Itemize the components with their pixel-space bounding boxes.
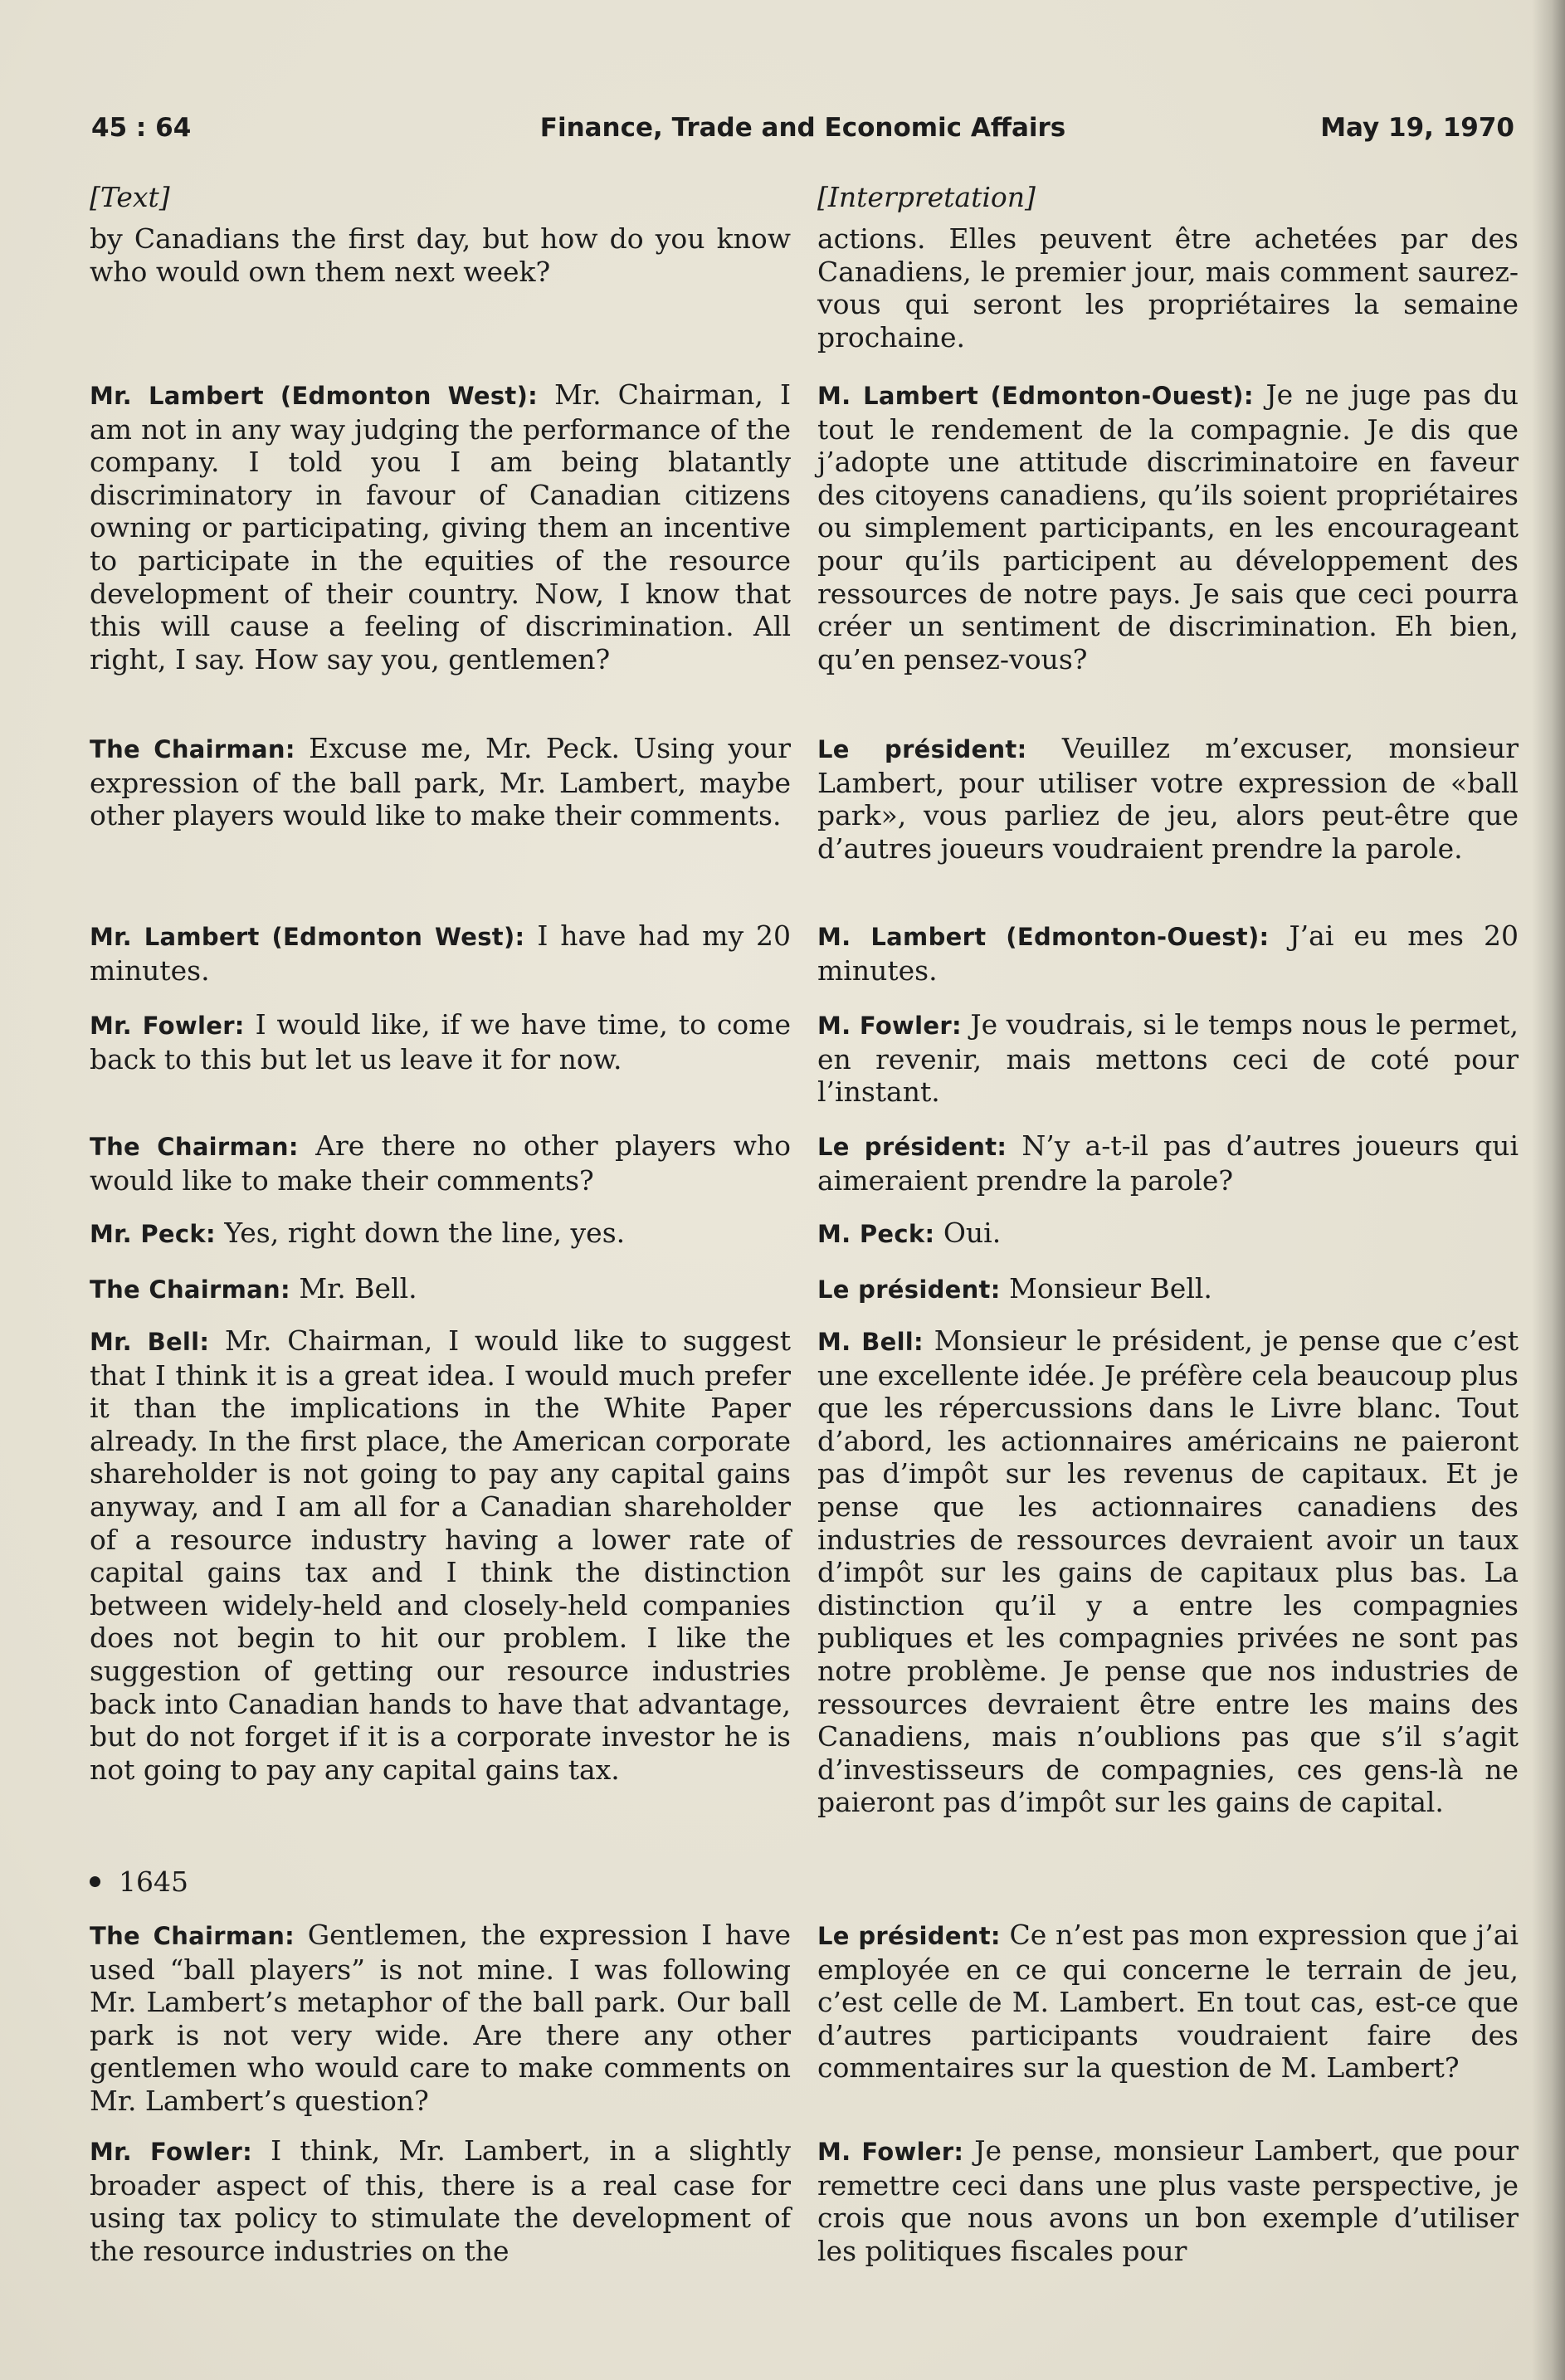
left-paragraph-4	[90, 1008, 791, 1075]
speech-text: Je ne juge pas du tout le rendement de la compagnie. Je dis que j’adopte une attitude discriminatoire en faveur des citoyens canadiens, qu’ils soient propriétaires ou simplement participants, en les encourageant pour qu’ils participent au développement des ressources de notre pays. Je sais que ceci pourra créer un sentiment de discrimination. Eh bien, qu’en pensez-vous?	[817, 378, 1519, 675]
left-paragraph-1	[90, 378, 791, 675]
speech-text: Monsieur Bell.	[1000, 1272, 1212, 1305]
right-paragraph-5	[817, 1129, 1519, 1197]
speaker-name: Mr. Fowler:	[90, 2138, 252, 2166]
speaker-name: Mr. Peck:	[90, 1220, 216, 1248]
speech-text: Je voudrais, si le temps nous le permet, en revenir, mais mettons ceci de coté pour l’instant.	[817, 1008, 1519, 1109]
right-paragraph-4	[817, 1008, 1519, 1109]
speech-text: Ce n’est pas mon expression que j’ai employée en ce qui concerne le terrain de jeu, c’est celle de M. Lambert. En tout cas, est-ce que d’autres participants voudraient faire des commentaires sur la question de M. Lambert?	[817, 1919, 1519, 2085]
speaker-name: The Chairman:	[90, 1133, 299, 1161]
right-paragraph-0: actions. Elles peuvent être achetées par des Canadiens, le premier jour, mais comment saurez-vous qui seront les propriétaires la semaine prochaine.	[817, 222, 1519, 354]
page-number: 45 : 64	[91, 113, 192, 143]
speech-text: Excuse me, Mr. Peck. Using your expression of the ball park, Mr. Lambert, maybe other players would like to make their comments.	[90, 732, 791, 832]
speaker-name: The Chairman:	[90, 735, 295, 763]
binding-shadow	[1532, 0, 1565, 2380]
speaker-name: Mr. Fowler:	[90, 1012, 245, 1040]
right-paragraph-10	[817, 2134, 1519, 2267]
speaker-name: Mr. Lambert (Edmonton West):	[90, 382, 539, 410]
speaker-name: M. Peck:	[817, 1220, 935, 1248]
speech-text: Veuillez m’excuser, monsieur Lambert, pour utiliser votre expression de «ball park», vous parliez de jeu, alors peut-être que d’autres joueurs voudraient prendre la parole.	[817, 732, 1519, 865]
speaker-name: The Chairman:	[90, 1275, 290, 1304]
left-paragraph-7	[90, 1272, 791, 1307]
left-column-tag: [Text]	[90, 181, 170, 213]
left-paragraph-0: by Canadians the first day, but how do you know who would own them next week?	[90, 222, 791, 288]
left-paragraph-6	[90, 1217, 791, 1251]
speaker-name: M. Bell:	[817, 1328, 924, 1356]
speaker-name: M. Lambert (Edmonton-Ouest):	[817, 382, 1254, 410]
speech-text: Mr. Chairman, I am not in any way judging the performance of the company. I told you I am being blatantly discriminatory in favour of Canadian citizens owning or participating, giving them an incentive to participate in the equities of the resource development of their country. Now, I know that this will cause a feeling of discrimination. All right, I say. How say you, gentlemen?	[90, 378, 792, 675]
speech-text: Gentlemen, the expression I have used “ball players” is not mine. I was following Mr. Lambert’s metaphor of the ball park. Our ball park is not very wide. Are there any other gentlemen who would care to make comments on Mr. Lambert’s question?	[90, 1919, 791, 2117]
speaker-name: M. Lambert (Edmonton-Ouest):	[817, 923, 1270, 951]
speech-text: Je pense, monsieur Lambert, que pour remettre ceci dans une plus vaste perspective, je crois que nous avons un bon exemple d’utiliser les politiques fiscales pour	[817, 2134, 1519, 2267]
speaker-name: M. Fowler:	[817, 2138, 964, 2166]
speaker-name: Mr. Bell:	[90, 1328, 210, 1356]
right-paragraph-6	[817, 1217, 1519, 1251]
time-marker	[90, 1865, 188, 1899]
left-paragraph-5	[90, 1129, 791, 1197]
speech-text: Oui.	[934, 1217, 1002, 1249]
speaker-name: Le président:	[817, 1922, 1001, 1950]
speech-text: Mr. Chairman, I would like to suggest that I think it is a great idea. I would much prefer it than the implications in the White Paper already. In the first place, the American corporate shareholder is not going to pay any capital gains anyway, and I am all for a Canadian shareholder of a resource industry having a lower rate of capital gains tax and I think the distinction between widely-held and closely-held companies does not begin to hit our problem. I like the suggestion of getting our resource industries back into Canadian hands to have that advantage, but do not forget if it is a corporate investor he is not going to pay any capital gains tax.	[90, 1324, 791, 1786]
left-paragraph-2	[90, 732, 791, 832]
time-marker-text: 1645	[119, 1865, 188, 1898]
bullet-icon	[90, 1876, 100, 1887]
speaker-name: Le président:	[817, 1133, 1007, 1161]
speech-text: I would like, if we have time, to come back to this but let us leave it for now.	[90, 1008, 792, 1075]
speaker-name: Mr. Lambert (Edmonton West):	[90, 923, 525, 951]
header-date: May 19, 1970	[1320, 113, 1514, 143]
speech-text: I think, Mr. Lambert, in a slightly broader aspect of this, there is a real case for using tax policy to stimulate the development of the resource industries on the	[90, 2134, 792, 2267]
left-paragraph-8	[90, 1324, 791, 1786]
header-title: Finance, Trade and Economic Affairs	[539, 113, 1066, 143]
speech-text: Monsieur le président, je pense que c’est une excellente idée. Je préfère cela beaucoup plus que les répercussions dans le Livre blanc. Tout d’abord, les actionnaires américains ne paieront pas d’impôt sur les revenus de capitaux. Et je pense que les actionnaires canadiens des industries de ressources devraient avoir un taux d’impôt sur les gains de capitaux plus bas. La distinction qu’il y a entre les compagnies publiques et les compagnies privées ne sont pas notre problème. Je pense que nos industries de ressources devraient être entre les mains des Canadiens, mais n’oublions pas que s’il s’agit d’investisseurs de compagnies, ces gens-là ne paieront pas d’impôt sur les gains de capital.	[817, 1324, 1519, 1819]
speech-text: J’ai eu mes 20 minutes.	[817, 919, 1519, 987]
right-paragraph-9	[817, 1919, 1519, 2085]
running-header	[91, 113, 1514, 151]
left-paragraph-10	[90, 2134, 791, 2267]
right-paragraph-7	[817, 1272, 1519, 1307]
speaker-name: The Chairman:	[90, 1922, 295, 1950]
speaker-name: Le président:	[817, 1275, 1001, 1304]
left-paragraph-3	[90, 919, 791, 987]
speech-text: Mr. Bell.	[290, 1272, 417, 1305]
left-paragraph-9	[90, 1919, 791, 2118]
speech-text: Yes, right down the line, yes.	[215, 1217, 626, 1249]
right-paragraph-8	[817, 1324, 1519, 1819]
speaker-name: Le président:	[817, 735, 1027, 763]
speech-text: I have had my 20 minutes.	[90, 919, 791, 987]
right-paragraph-2	[817, 732, 1519, 865]
right-paragraph-3	[817, 919, 1519, 987]
speech-text: N’y a-t-il pas d’autres joueurs qui aimeraient prendre la parole?	[817, 1129, 1519, 1197]
right-paragraph-1	[817, 378, 1519, 675]
speech-text: Are there no other players who would like to make their comments?	[90, 1129, 791, 1197]
right-column-tag: [Interpretation]	[817, 181, 1036, 213]
speaker-name: M. Fowler:	[817, 1012, 962, 1040]
